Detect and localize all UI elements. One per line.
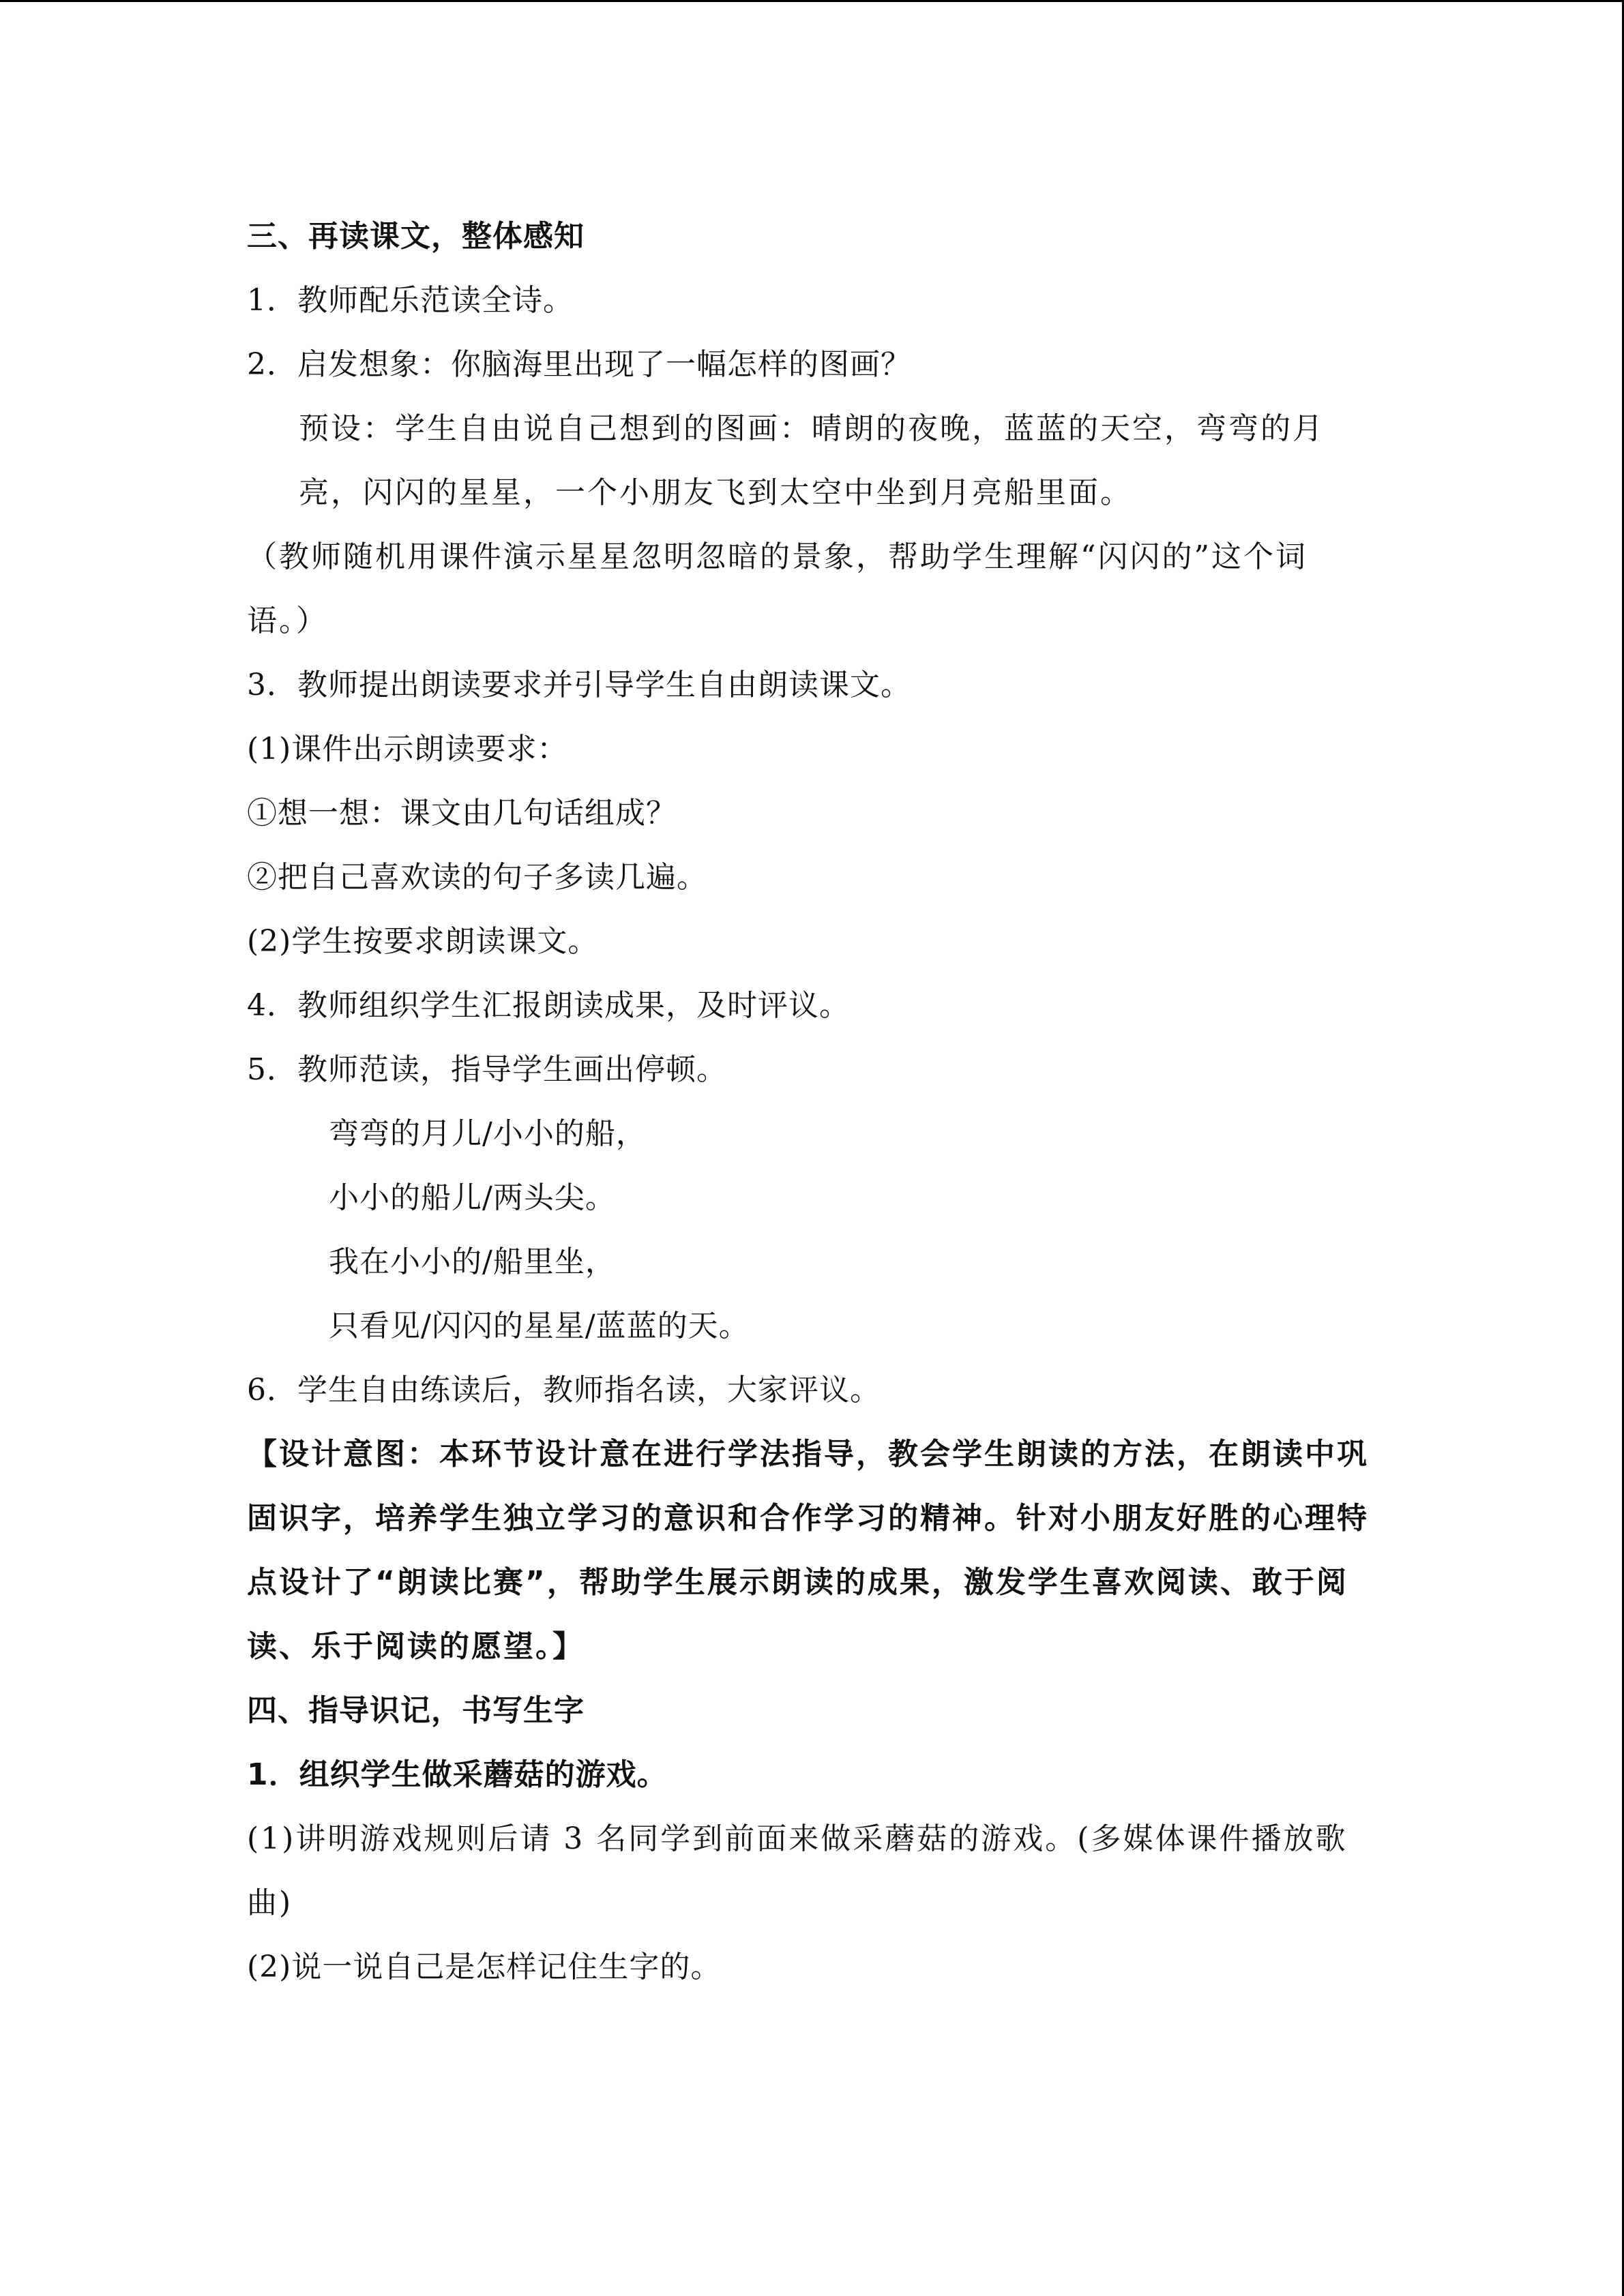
- game-substep-2: (2)说一说自己是怎样记住生字的。: [247, 1950, 722, 1984]
- step-1: 1．教师配乐范读全诗。: [247, 283, 574, 318]
- poem-line-3: 我在小小的/船里坐，: [329, 1244, 616, 1279]
- step-3: 3．教师提出朗读要求并引导学生自由朗读课文。: [247, 668, 911, 702]
- document-body: [247, 205, 1372, 1999]
- design-intent: 【设计意图：本环节设计意在进行学法指导，教会学生朗读的方法，在朗读中巩固识字，培养学生独立学习的意识和合作学习的精神。针对小朋友好胜的心理特点设计了“朗读比赛”，帮助学生展示朗读的成果，激发学生喜欢阅读、敢于阅读、乐于阅读的愿望。】: [247, 1437, 1369, 1664]
- poem-line-1: 弯弯的月儿/小小的船，: [329, 1116, 647, 1151]
- section-heading-3: 三、再读课文，整体感知: [247, 219, 585, 254]
- substep-2: (2)学生按要求朗读课文。: [247, 924, 599, 959]
- step-4: 4．教师组织学生汇报朗读成果，及时评议。: [247, 988, 850, 1023]
- substep-1: (1)课件出示朗读要求：: [247, 732, 568, 766]
- step-6: 6．学生自由练读后，教师指名读，大家评议。: [247, 1373, 881, 1407]
- poem-line-2: 小小的船儿/两头尖。: [329, 1180, 616, 1215]
- requirement-2: ②把自己喜欢读的句子多读几遍。: [247, 860, 707, 895]
- page-border-top: [0, 0, 1624, 2]
- game-step-1: 1．组织学生做采蘑菇的游戏。: [247, 1757, 668, 1792]
- requirement-1: ①想一想：课文由几句话组成？: [247, 796, 677, 831]
- step-2: 2．启发想象：你脑海里出现了一幅怎样的图画？: [247, 347, 911, 382]
- poem-line-4: 只看见/闪闪的星星/蓝蓝的天。: [329, 1309, 750, 1343]
- preset-answer: 预设：学生自由说自己想到的图画：晴朗的夜晚，蓝蓝的天空，弯弯的月亮，闪闪的星星，一个小朋友飞到太空中坐到月亮船里面。: [299, 411, 1325, 510]
- step-5: 5．教师范读，指导学生画出停顿。: [247, 1052, 727, 1087]
- section-heading-4: 四、指导识记，书写生字: [247, 1693, 585, 1728]
- game-substep-1: (1)讲明游戏规则后请 3 名同学到前面来做采蘑菇的游戏。(多媒体课件播放歌曲): [247, 1821, 1348, 1920]
- teacher-note: （教师随机用课件演示星星忽明忽暗的景象，帮助学生理解“闪闪的”这个词语。）: [247, 539, 1308, 638]
